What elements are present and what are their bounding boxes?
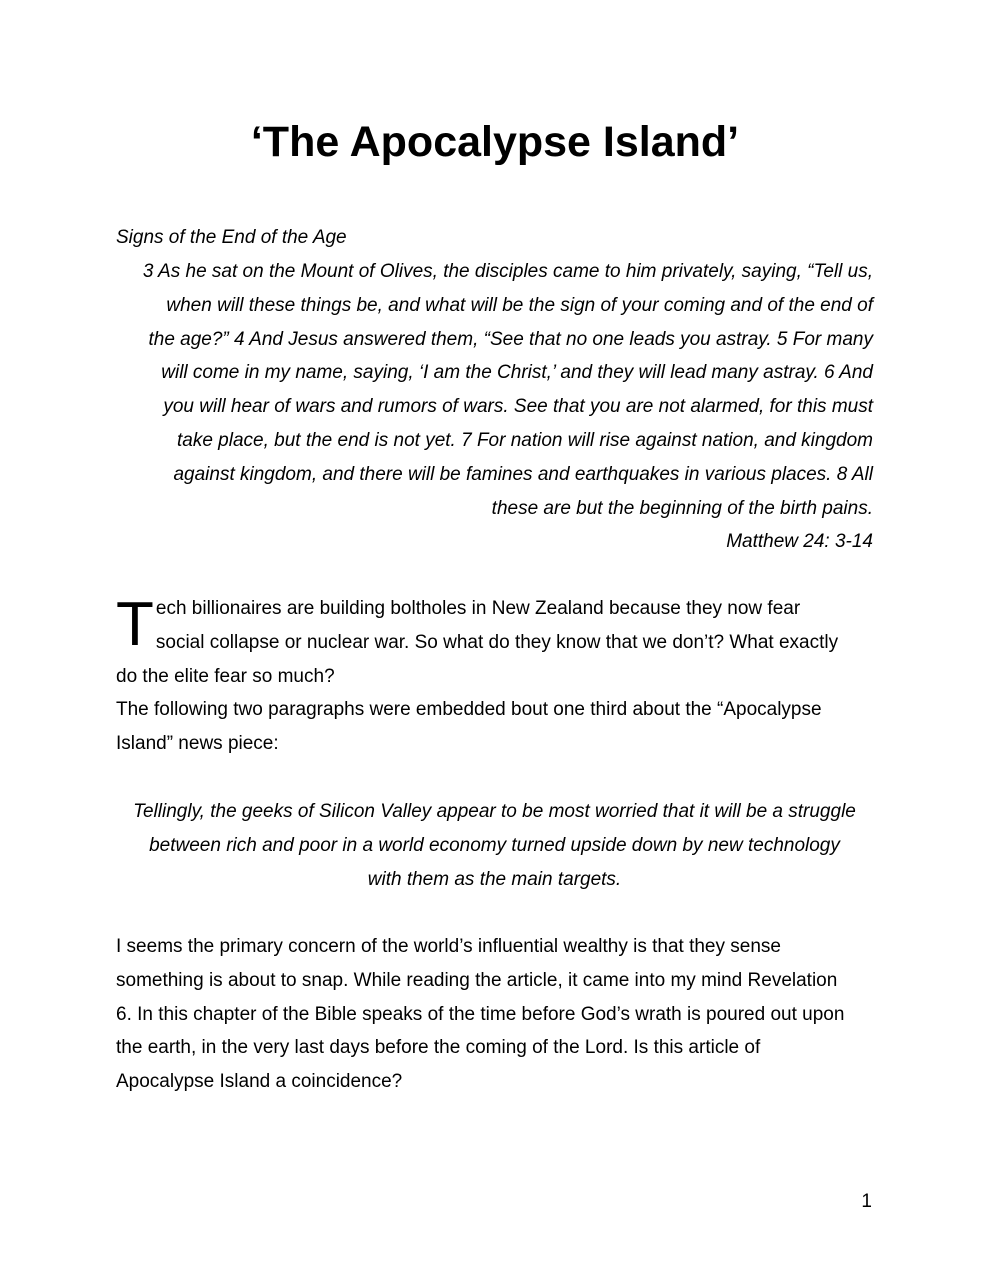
intro-paragraph	[116, 592, 873, 761]
intro-line: ech billionaires are building boltholes in New Zealand because they now fear	[155, 598, 801, 619]
epigraph-line: 3 As he sat on the Mount of Olives, the disciples came to him privately, saying, “Tell us,	[142, 261, 873, 282]
epigraph-line: against kingdom, and there will be famines and earthquakes in various places. 8 All	[173, 463, 873, 485]
epigraph-line: take place, but the end is not yet. 7 For nation will rise against nation, and kingdom	[176, 429, 873, 451]
epigraph-line: these are but the beginning of the birth pains.	[491, 497, 873, 519]
closing-line: something is about to snap. While reading the article, it came into my mind Revelation	[116, 969, 838, 991]
document-title: ‘The Apocalypse Island’	[250, 118, 740, 166]
closing-paragraph	[116, 930, 876, 1099]
quote-line: with them as the main targets.	[367, 868, 622, 890]
closing-line: the earth, in the very last days before the coming of the Lord. Is this article of	[116, 1037, 761, 1059]
closing-line: I seems the primary concern of the world’s influential wealthy is that they sense	[116, 936, 781, 957]
epigraph-line: the age?” 4 And Jesus answered them, “See that no one leads you astray. 5 For many	[148, 328, 873, 350]
intro-line: Island” news piece:	[116, 733, 279, 755]
epigraph-scripture	[116, 255, 873, 559]
epigraph-line: when will these things be, and what will be the sign of your coming and of the end of	[166, 294, 873, 316]
epigraph-line: you will hear of wars and rumors of wars. See that you are not alarmed, for this must	[163, 396, 873, 418]
block-quote	[116, 795, 873, 896]
drop-cap: T	[116, 590, 154, 659]
intro-line: do the elite fear so much?	[116, 665, 335, 687]
closing-line: 6. In this chapter of the Bible speaks of the time before God’s wrath is poured out upon	[116, 1003, 845, 1025]
page-number: 1	[861, 1191, 872, 1212]
quote-line: between rich and poor in a world economy turned upside down by new technology	[149, 834, 840, 856]
epigraph-line: will come in my name, saying, ‘I am the Christ,’ and they will lead many astray. 6 And	[161, 362, 873, 384]
epigraph-heading: Signs of the End of the Age	[116, 227, 347, 248]
epigraph-citation: Matthew 24: 3-14	[726, 531, 873, 553]
intro-line: The following two paragraphs were embedded bout one third about the “Apocalypse	[116, 699, 822, 721]
intro-line: social collapse or nuclear war. So what do they know that we don’t? What exactly	[155, 631, 839, 653]
closing-line: Apocalypse Island a coincidence?	[116, 1071, 403, 1093]
quote-line: Tellingly, the geeks of Silicon Valley appear to be most worried that it will be a struggle	[133, 801, 856, 822]
